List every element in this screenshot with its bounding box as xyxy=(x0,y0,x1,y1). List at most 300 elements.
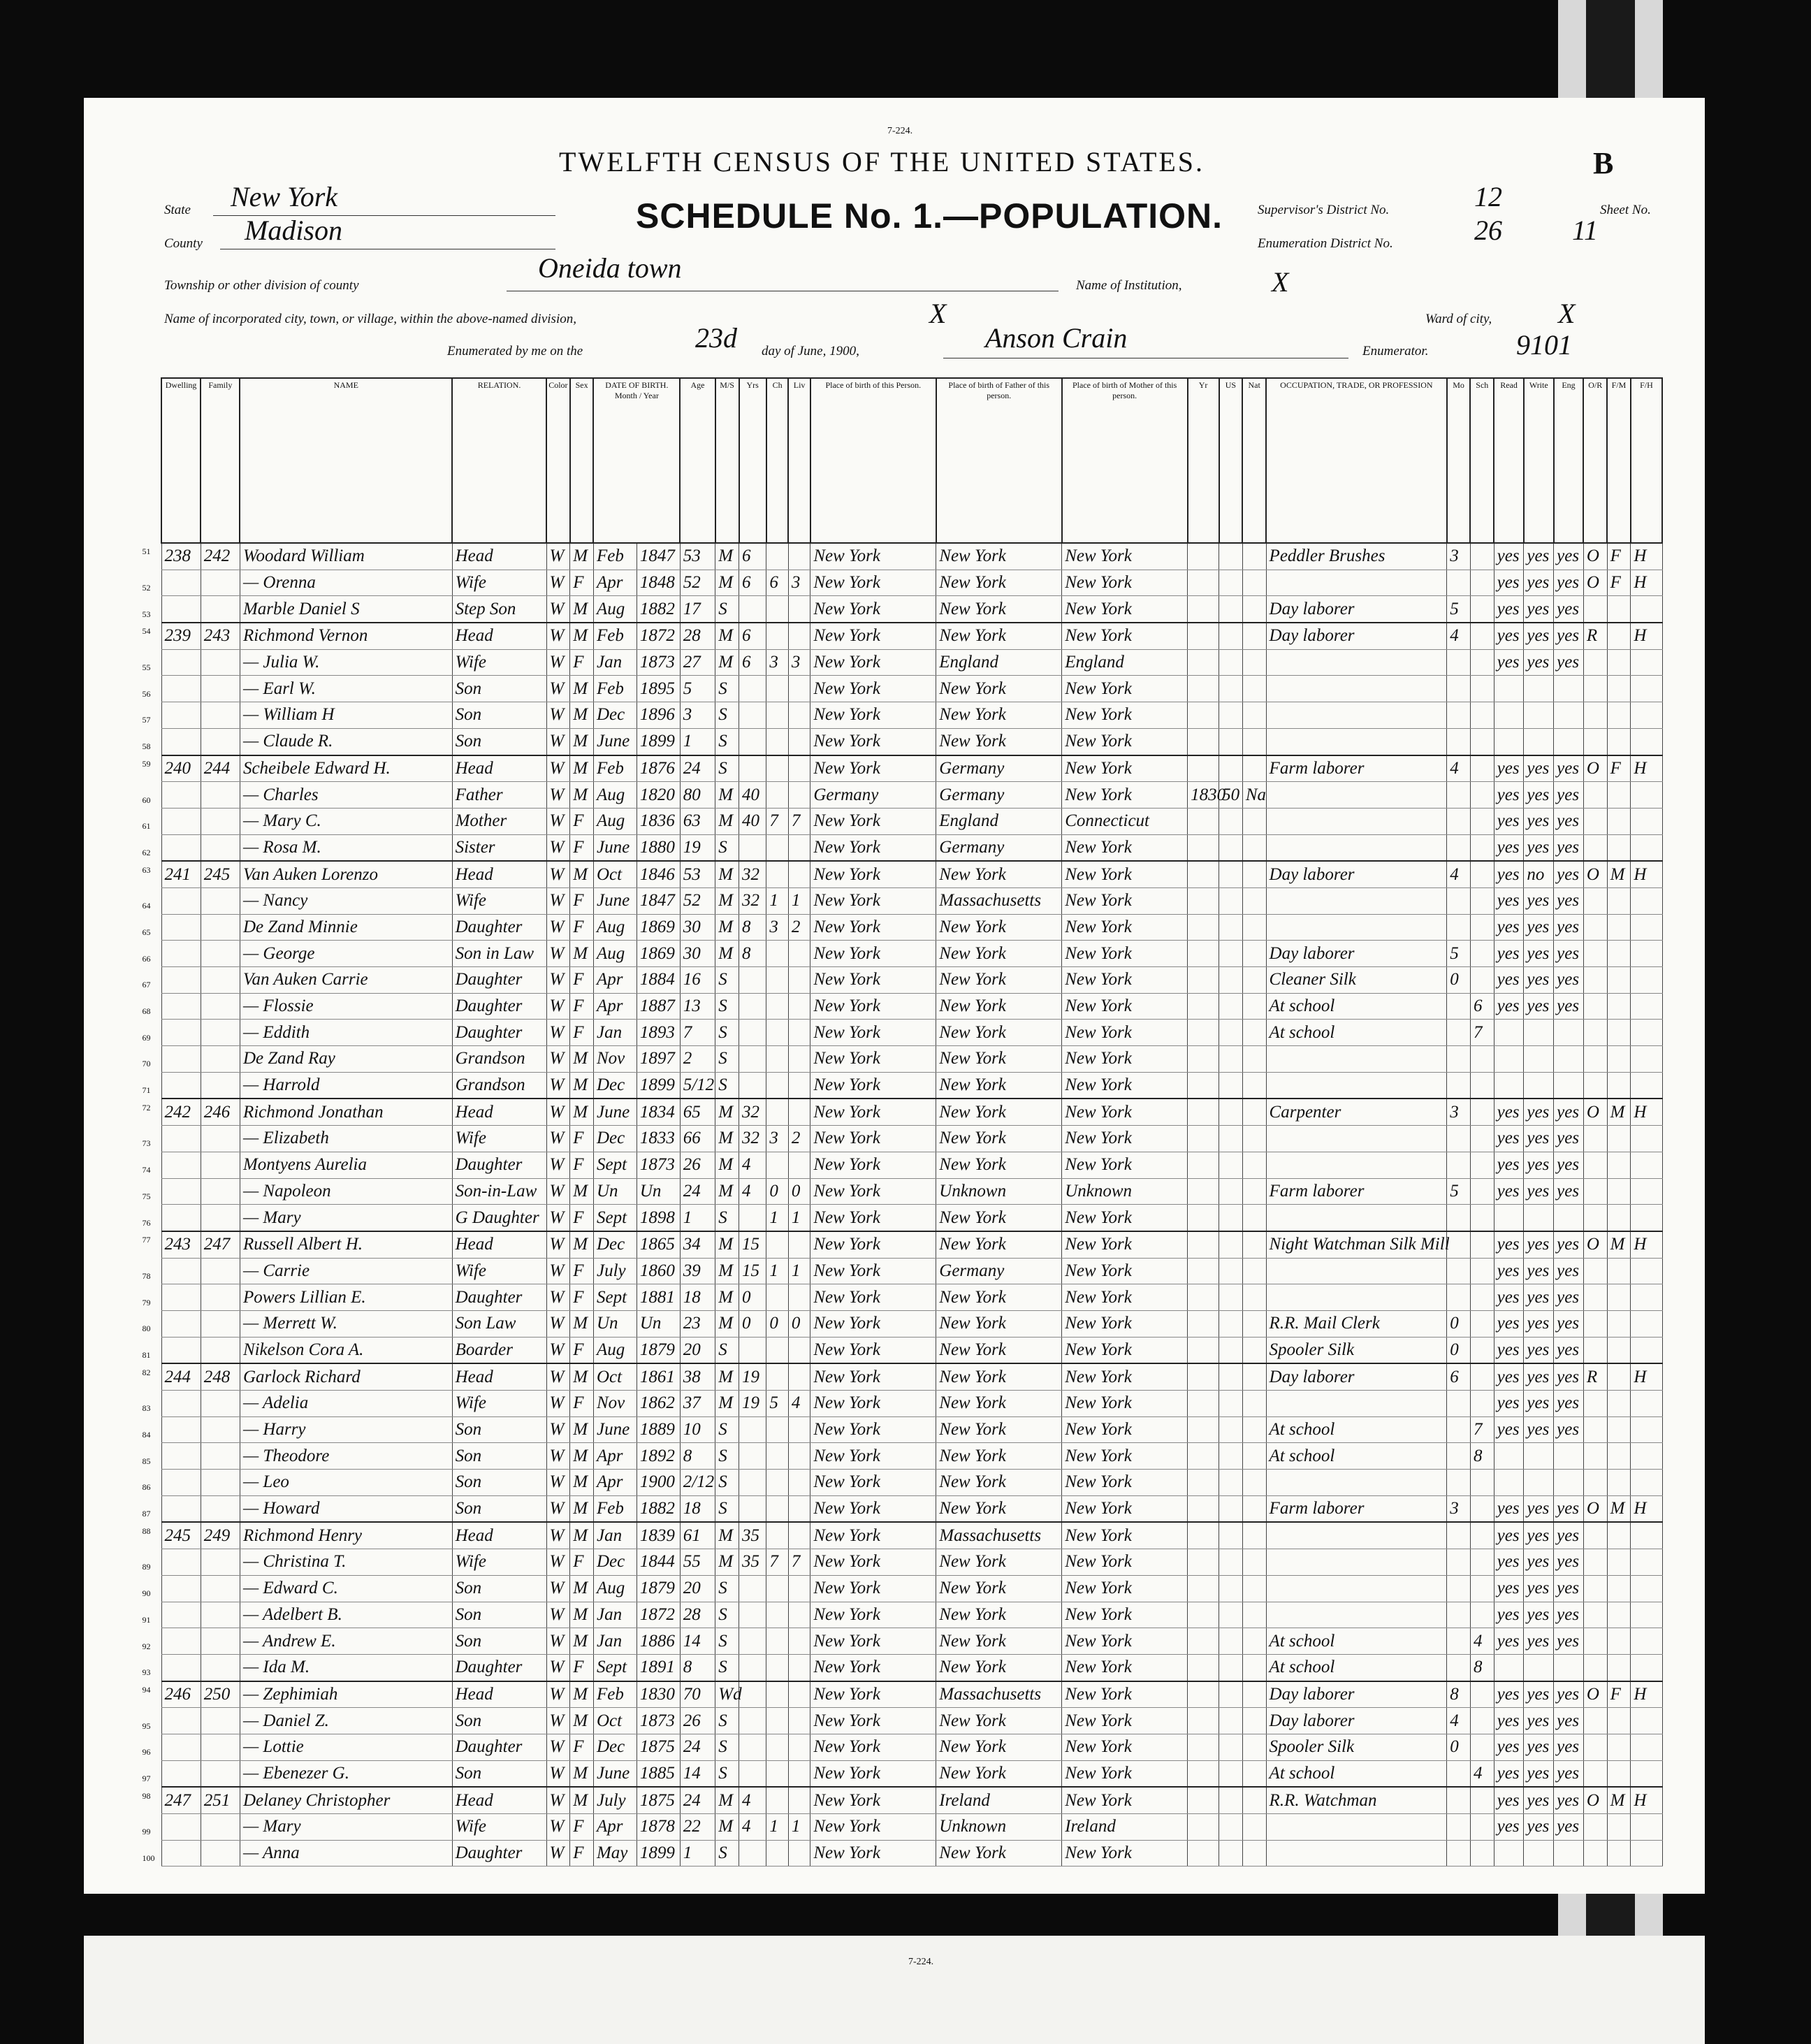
cell-pob: New York xyxy=(810,808,936,834)
cell-pob: New York xyxy=(810,1363,936,1390)
cell-month: Nov xyxy=(593,1391,637,1417)
cell-owned xyxy=(1583,1840,1607,1867)
cell-year: 1887 xyxy=(637,993,680,1020)
line-number: 73 xyxy=(142,1138,151,1149)
cell-fob: New York xyxy=(936,1284,1062,1311)
cell-married xyxy=(739,1681,766,1708)
cell-married: 4 xyxy=(739,1787,766,1813)
cell-relation: Wife xyxy=(452,1258,546,1284)
cell-write: yes xyxy=(1524,1522,1554,1549)
cell-married: 8 xyxy=(739,941,766,967)
cell-pob: New York xyxy=(810,649,936,676)
cell-yus xyxy=(1219,834,1243,861)
cell-color: W xyxy=(546,1046,570,1073)
cell-farm xyxy=(1631,1046,1662,1073)
cell-name: Richmond Jonathan xyxy=(240,1099,452,1125)
cell-eng xyxy=(1554,728,1584,755)
cell-owned xyxy=(1583,1310,1607,1337)
cell-nat xyxy=(1242,1549,1266,1576)
cell-living: 1 xyxy=(788,1258,810,1284)
cell-month: June xyxy=(593,728,637,755)
cell-pob: New York xyxy=(810,1258,936,1284)
table-row xyxy=(161,1628,1662,1655)
cell-mob: England xyxy=(1062,649,1188,676)
cell-age: 24 xyxy=(680,1178,715,1205)
cell-month: Feb xyxy=(593,543,637,570)
cell-occ: Day laborer xyxy=(1266,861,1447,887)
cell-mo: 4 xyxy=(1447,1708,1471,1734)
cell-farm xyxy=(1631,1522,1662,1549)
cell-farm xyxy=(1631,808,1662,834)
cell-family xyxy=(201,887,240,914)
cell-yus xyxy=(1219,1126,1243,1152)
table-row xyxy=(161,861,1662,887)
cell-eng: yes xyxy=(1554,1337,1584,1363)
enumeration-value: 26 xyxy=(1474,215,1502,246)
cell-children xyxy=(766,676,788,702)
cell-married: 0 xyxy=(739,1310,766,1337)
cell-relation: Mother xyxy=(452,808,546,834)
cell-month: Aug xyxy=(593,782,637,809)
cell-mob: Unknown xyxy=(1062,1178,1188,1205)
cell-fob: New York xyxy=(936,914,1062,941)
cell-age: 20 xyxy=(680,1337,715,1363)
cell-nat xyxy=(1242,967,1266,994)
cell-write: yes xyxy=(1524,1602,1554,1628)
cell-living xyxy=(788,1099,810,1125)
stamp-number: 9101 xyxy=(1516,329,1572,361)
cell-pob: New York xyxy=(810,1046,936,1073)
cell-read: yes xyxy=(1494,1575,1524,1602)
cell-relation: Head xyxy=(452,1099,546,1125)
cell-marital: S xyxy=(715,1205,739,1231)
cell-month: June xyxy=(593,834,637,861)
table-row xyxy=(161,914,1662,941)
cell-sex: M xyxy=(570,1310,594,1337)
cell-dwelling: 242 72 xyxy=(161,1099,201,1125)
cell-school xyxy=(1470,1284,1494,1311)
cell-mob: New York xyxy=(1062,1760,1188,1787)
cell-relation: Daughter xyxy=(452,1284,546,1311)
cell-year: 1879 xyxy=(637,1575,680,1602)
cell-write: yes xyxy=(1524,649,1554,676)
cell-school xyxy=(1470,1787,1494,1813)
cell-fob: England xyxy=(936,808,1062,834)
cell-yus xyxy=(1219,1654,1243,1681)
table-row xyxy=(161,1231,1662,1258)
cell-sex: M xyxy=(570,543,594,570)
cell-eng: yes xyxy=(1554,1549,1584,1576)
cell-month: June xyxy=(593,1760,637,1787)
cell-mort xyxy=(1607,1020,1631,1046)
cell-year: 1881 xyxy=(637,1284,680,1311)
cell-family xyxy=(201,1072,240,1099)
cell-living: 7 xyxy=(788,1549,810,1576)
cell-marital: M xyxy=(715,1178,739,1205)
cell-occ: Night Watchman Silk Mill xyxy=(1266,1231,1447,1258)
cell-mob: New York xyxy=(1062,596,1188,623)
cell-yus xyxy=(1219,755,1243,782)
cell-school: 7 xyxy=(1470,1020,1494,1046)
line-number: 90 xyxy=(142,1588,151,1599)
cell-imm xyxy=(1188,914,1219,941)
cell-year: 1873 xyxy=(637,1708,680,1734)
cell-read: yes xyxy=(1494,1602,1524,1628)
cell-owned xyxy=(1583,676,1607,702)
cell-owned xyxy=(1583,808,1607,834)
cell-mo xyxy=(1447,1046,1471,1073)
line-number: 52 xyxy=(142,583,151,593)
cell-write: yes xyxy=(1524,596,1554,623)
cell-living xyxy=(788,1654,810,1681)
cell-year: 1899 xyxy=(637,728,680,755)
cell-mort xyxy=(1607,1072,1631,1099)
cell-mo: 0 xyxy=(1447,967,1471,994)
cell-mob: New York xyxy=(1062,1681,1188,1708)
line-number: 64 xyxy=(142,901,151,911)
table-row xyxy=(161,728,1662,755)
cell-mort xyxy=(1607,676,1631,702)
cell-month: Dec xyxy=(593,1231,637,1258)
cell-nat xyxy=(1242,1443,1266,1470)
cell-month: Jan xyxy=(593,1020,637,1046)
cell-farm: H xyxy=(1631,570,1662,596)
table-row xyxy=(161,1549,1662,1576)
cell-relation: Wife xyxy=(452,1549,546,1576)
cell-mort: F xyxy=(1607,1681,1631,1708)
cell-age: 70 xyxy=(680,1681,715,1708)
cell-living xyxy=(788,1046,810,1073)
cell-year: 1833 xyxy=(637,1126,680,1152)
cell-school xyxy=(1470,728,1494,755)
enumeration-label: Enumeration District No. xyxy=(1258,236,1393,251)
cell-married xyxy=(739,596,766,623)
cell-name: De Zand Ray xyxy=(240,1046,452,1073)
cell-year: 1820 xyxy=(637,782,680,809)
table-row xyxy=(161,1416,1662,1443)
cell-married: 4 xyxy=(739,1814,766,1841)
cell-month: Jan xyxy=(593,649,637,676)
cell-year: 1878 xyxy=(637,1814,680,1841)
cell-dwelling: 239 54 xyxy=(161,623,201,649)
cell-nat xyxy=(1242,728,1266,755)
cell-name: — Harry xyxy=(240,1416,452,1443)
cell-mob: New York xyxy=(1062,1020,1188,1046)
cell-owned xyxy=(1583,1549,1607,1576)
cell-read: yes xyxy=(1494,1522,1524,1549)
cell-write: yes xyxy=(1524,808,1554,834)
cell-family xyxy=(201,1178,240,1205)
cell-dwelling: 246 94 xyxy=(161,1681,201,1708)
cell-yus xyxy=(1219,623,1243,649)
cell-mob: New York xyxy=(1062,728,1188,755)
cell-mort xyxy=(1607,1391,1631,1417)
cell-family xyxy=(201,1152,240,1178)
cell-family xyxy=(201,728,240,755)
cell-relation: Daughter xyxy=(452,993,546,1020)
cell-mort xyxy=(1607,993,1631,1020)
cell-imm xyxy=(1188,1522,1219,1549)
cell-year: 1886 xyxy=(637,1628,680,1655)
cell-relation: Son xyxy=(452,1628,546,1655)
institution-label: Name of Institution, xyxy=(1076,278,1182,293)
line-number: 87 xyxy=(142,1509,151,1519)
cell-married xyxy=(739,702,766,729)
cell-family: 250 xyxy=(201,1681,240,1708)
table-row xyxy=(161,1099,1662,1125)
cell-mo xyxy=(1447,887,1471,914)
cell-fob: New York xyxy=(936,1152,1062,1178)
cell-children xyxy=(766,1734,788,1760)
township-value: Oneida town xyxy=(538,252,682,284)
line-number: 91 xyxy=(142,1614,151,1625)
cell-children xyxy=(766,1760,788,1787)
cell-farm xyxy=(1631,967,1662,994)
cell-nat xyxy=(1242,1470,1266,1496)
cell-color: W xyxy=(546,1126,570,1152)
cell-mob: New York xyxy=(1062,941,1188,967)
cell-imm xyxy=(1188,1391,1219,1417)
cell-age: 66 xyxy=(680,1126,715,1152)
cell-school: 4 xyxy=(1470,1628,1494,1655)
cell-mo xyxy=(1447,993,1471,1020)
cell-read xyxy=(1494,1205,1524,1231)
table-row xyxy=(161,993,1662,1020)
cell-eng: yes xyxy=(1554,1681,1584,1708)
cell-family xyxy=(201,1391,240,1417)
cell-dwelling: 247 98 xyxy=(161,1787,201,1813)
cell-name: — Mary xyxy=(240,1814,452,1841)
cell-year: 1899 xyxy=(637,1072,680,1099)
cell-school xyxy=(1470,702,1494,729)
cell-farm xyxy=(1631,1310,1662,1337)
sheet-letter: B xyxy=(1593,146,1614,180)
cell-fob: New York xyxy=(936,1708,1062,1734)
cell-month: June xyxy=(593,1099,637,1125)
cell-living xyxy=(788,993,810,1020)
state-label: State xyxy=(164,203,191,217)
cell-school xyxy=(1470,782,1494,809)
cell-family: 244 xyxy=(201,755,240,782)
cell-married xyxy=(739,1654,766,1681)
cell-relation: Grandson xyxy=(452,1072,546,1099)
cell-marital: M xyxy=(715,861,739,887)
line-number: 96 xyxy=(142,1747,151,1757)
cell-imm xyxy=(1188,1205,1219,1231)
cell-imm xyxy=(1188,702,1219,729)
cell-eng xyxy=(1554,1654,1584,1681)
cell-living xyxy=(788,676,810,702)
cell-eng xyxy=(1554,702,1584,729)
cell-pob: New York xyxy=(810,1734,936,1760)
cell-pob: New York xyxy=(810,623,936,649)
cell-mo: 8 xyxy=(1447,1681,1471,1708)
cell-age: 30 xyxy=(680,914,715,941)
cell-mo: 4 xyxy=(1447,755,1471,782)
cell-yus xyxy=(1219,1549,1243,1576)
cell-eng: yes xyxy=(1554,1126,1584,1152)
cell-year: 1872 xyxy=(637,1602,680,1628)
cell-read xyxy=(1494,1046,1524,1073)
cell-owned xyxy=(1583,1708,1607,1734)
cell-write: yes xyxy=(1524,1549,1554,1576)
cell-occ: At school xyxy=(1266,993,1447,1020)
cell-marital: S xyxy=(715,1628,739,1655)
cell-mort: F xyxy=(1607,543,1631,570)
cell-eng: yes xyxy=(1554,914,1584,941)
cell-married xyxy=(739,1575,766,1602)
cell-married xyxy=(739,755,766,782)
cell-read: yes xyxy=(1494,1391,1524,1417)
cell-year: 1891 xyxy=(637,1654,680,1681)
cell-mo: 3 xyxy=(1447,543,1471,570)
cell-dwelling xyxy=(142,1814,201,1841)
cell-mort xyxy=(1607,1258,1631,1284)
cell-school xyxy=(1470,1734,1494,1760)
cell-children xyxy=(766,941,788,967)
cell-imm xyxy=(1188,1787,1219,1813)
cell-owned xyxy=(1583,1126,1607,1152)
cell-school xyxy=(1470,1391,1494,1417)
cell-owned xyxy=(1583,1575,1607,1602)
census-body xyxy=(142,543,1662,1867)
cell-yus xyxy=(1219,1443,1243,1470)
cell-eng: yes xyxy=(1554,834,1584,861)
cell-farm xyxy=(1631,1391,1662,1417)
table-row xyxy=(161,1337,1662,1363)
cell-living: 2 xyxy=(788,1126,810,1152)
cell-occ xyxy=(1266,1814,1447,1841)
cell-sex: M xyxy=(570,941,594,967)
cell-mo xyxy=(1447,1020,1471,1046)
cell-name: — Merrett W. xyxy=(240,1310,452,1337)
cell-farm xyxy=(1631,1178,1662,1205)
cell-farm xyxy=(1631,1284,1662,1311)
cell-dwelling xyxy=(142,1602,201,1628)
cell-year: 1893 xyxy=(637,1020,680,1046)
cell-married: 6 xyxy=(739,570,766,596)
cell-eng: yes xyxy=(1554,1416,1584,1443)
cell-children xyxy=(766,1020,788,1046)
cell-mob: New York xyxy=(1062,543,1188,570)
cell-pob: New York xyxy=(810,887,936,914)
cell-month: Apr xyxy=(593,570,637,596)
cell-owned xyxy=(1583,728,1607,755)
cell-yus xyxy=(1219,1708,1243,1734)
cell-owned: O xyxy=(1583,861,1607,887)
cell-fob: New York xyxy=(936,1602,1062,1628)
cell-living xyxy=(788,728,810,755)
cell-living xyxy=(788,623,810,649)
cell-month: Feb xyxy=(593,755,637,782)
cell-color: W xyxy=(546,914,570,941)
cell-dwelling xyxy=(142,1495,201,1522)
cell-mob: New York xyxy=(1062,1787,1188,1813)
cell-marital: S xyxy=(715,1575,739,1602)
cell-fob: New York xyxy=(936,543,1062,570)
cell-age: 27 xyxy=(680,649,715,676)
cell-read xyxy=(1494,1072,1524,1099)
cell-age: 39 xyxy=(680,1258,715,1284)
cell-mort xyxy=(1607,1205,1631,1231)
cell-owned xyxy=(1583,1470,1607,1496)
cell-yus xyxy=(1219,1495,1243,1522)
cell-family xyxy=(201,1814,240,1841)
cell-age: 52 xyxy=(680,570,715,596)
cell-sex: M xyxy=(570,1522,594,1549)
cell-mob: Connecticut xyxy=(1062,808,1188,834)
cell-color: W xyxy=(546,1628,570,1655)
cell-name: — George xyxy=(240,941,452,967)
enumerator-label: Enumerator. xyxy=(1362,344,1429,358)
table-row xyxy=(161,1020,1662,1046)
cell-color: W xyxy=(546,1099,570,1125)
cell-year: 1879 xyxy=(637,1337,680,1363)
cell-marital: S xyxy=(715,1470,739,1496)
cell-marital: M xyxy=(715,570,739,596)
cell-living xyxy=(788,967,810,994)
cell-marital: M xyxy=(715,1522,739,1549)
table-row xyxy=(161,1654,1662,1681)
cell-school xyxy=(1470,1072,1494,1099)
cell-pob: New York xyxy=(810,676,936,702)
line-number: 78 xyxy=(142,1270,151,1281)
cell-school xyxy=(1470,676,1494,702)
cell-month: Nov xyxy=(593,1046,637,1073)
cell-living xyxy=(788,1840,810,1867)
line-number: 63 xyxy=(142,864,151,875)
cell-color: W xyxy=(546,1575,570,1602)
cell-name: — Napoleon xyxy=(240,1178,452,1205)
cell-living xyxy=(788,1787,810,1813)
cell-sex: M xyxy=(570,1363,594,1390)
col-mother-place: Place of birth of Mother of this person. xyxy=(1062,378,1188,543)
line-number: 60 xyxy=(142,795,151,805)
cell-mob: New York xyxy=(1062,1284,1188,1311)
cell-dwelling xyxy=(142,1152,201,1178)
cell-imm xyxy=(1188,834,1219,861)
cell-mob: New York xyxy=(1062,1072,1188,1099)
table-row xyxy=(161,1840,1662,1867)
cell-mo xyxy=(1447,1470,1471,1496)
cell-yus xyxy=(1219,993,1243,1020)
cell-marital: M xyxy=(715,808,739,834)
cell-dwelling xyxy=(142,1760,201,1787)
cell-read: yes xyxy=(1494,1760,1524,1787)
cell-color: W xyxy=(546,649,570,676)
cell-write: yes xyxy=(1524,1284,1554,1311)
cell-read: yes xyxy=(1494,914,1524,941)
cell-yus xyxy=(1219,1840,1243,1867)
cell-sex: M xyxy=(570,1178,594,1205)
cell-living xyxy=(788,1231,810,1258)
cell-month: Apr xyxy=(593,1443,637,1470)
cell-marital: M xyxy=(715,1310,739,1337)
cell-imm xyxy=(1188,1681,1219,1708)
cell-married: 15 xyxy=(739,1231,766,1258)
cell-imm xyxy=(1188,1416,1219,1443)
cell-sex: M xyxy=(570,1099,594,1125)
cell-occ xyxy=(1266,1470,1447,1496)
cell-pob: New York xyxy=(810,728,936,755)
cell-color: W xyxy=(546,941,570,967)
cell-nat xyxy=(1242,993,1266,1020)
cell-children xyxy=(766,1840,788,1867)
cell-relation: Son in Law xyxy=(452,941,546,967)
cell-children xyxy=(766,1787,788,1813)
cell-dwelling xyxy=(142,887,201,914)
cell-relation: Son xyxy=(452,1495,546,1522)
